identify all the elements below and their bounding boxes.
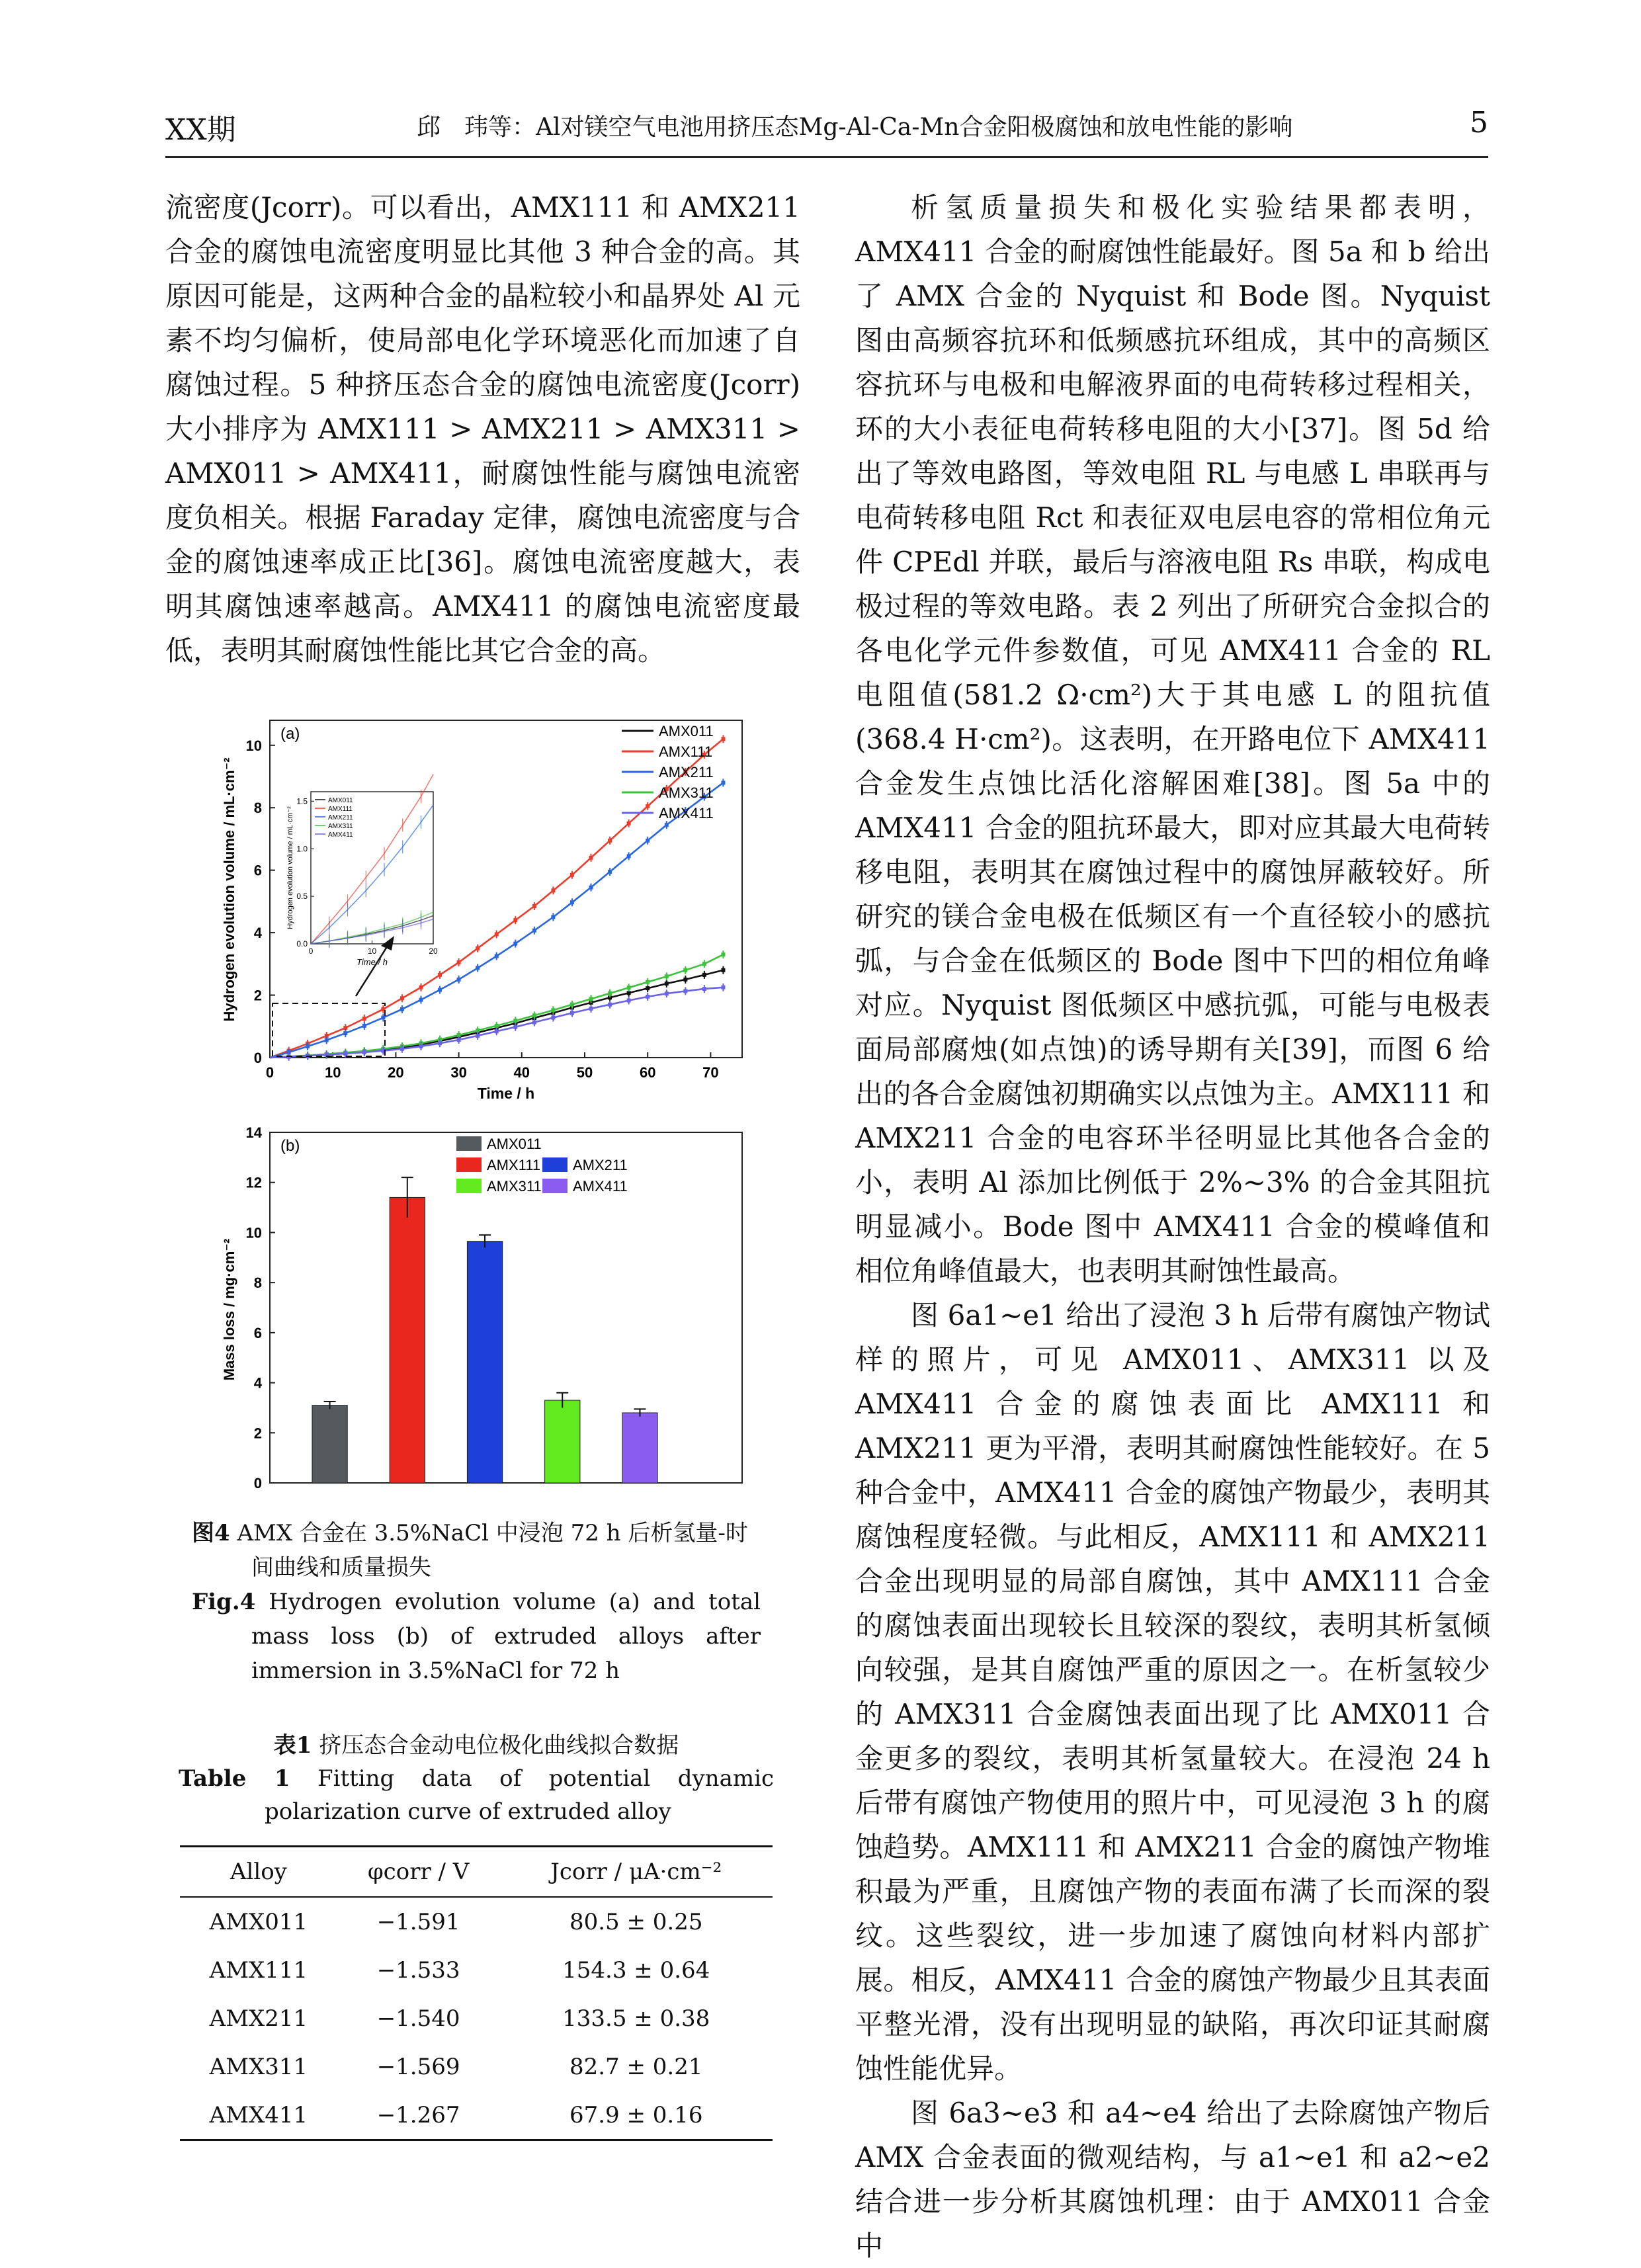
- figure-4-caption-cn: 图4 AMX 合金在 3.5%NaCl 中浸泡 72 h 后析氢量-时间曲线和质量损失: [192, 1520, 748, 1581]
- issue-label: XX期: [165, 113, 236, 147]
- x-tick-label: 20: [388, 1064, 404, 1081]
- inset-y-tick-label: 0.5: [296, 892, 308, 902]
- data-point: [608, 1003, 612, 1007]
- data-point: [721, 986, 725, 989]
- data-point: [457, 978, 461, 982]
- legend-swatch-AMX311: [456, 1179, 482, 1193]
- inset-y-tick-label: 1.5: [296, 796, 308, 806]
- data-point: [589, 1007, 593, 1011]
- panel-label-b: (b): [280, 1137, 300, 1155]
- legend-swatch-AMX411: [542, 1179, 568, 1193]
- y-axis-label-a: Hydrogen evolution volume / mL·cm⁻²: [221, 757, 237, 1022]
- data-point: [513, 918, 517, 922]
- bar-AMX011: [312, 1406, 347, 1483]
- x-tick-label: 50: [576, 1064, 593, 1081]
- bar-AMX311: [545, 1400, 580, 1483]
- inset-y-tick-label: 0.0: [296, 939, 308, 948]
- figure-4b-bar-chart: [212, 1124, 761, 1508]
- data-point: [362, 1050, 366, 1054]
- inset-legend-label-AMX411: AMX411: [328, 831, 353, 839]
- data-point: [400, 996, 404, 1000]
- x-tick-label: 10: [324, 1064, 341, 1081]
- table-header-row: [180, 1847, 773, 1898]
- data-point: [551, 1008, 555, 1012]
- data-point: [419, 1044, 423, 1048]
- data-point: [570, 1011, 574, 1015]
- figure-4-caption: [192, 1516, 761, 1688]
- data-point: [608, 991, 612, 995]
- data-point: [532, 929, 536, 933]
- data-point: [627, 854, 631, 858]
- series-line-AMX311: [270, 954, 723, 1058]
- data-point: [551, 915, 555, 919]
- legend-label-AMX111: AMX111: [659, 743, 713, 760]
- y-tick-label: 4: [253, 1374, 262, 1392]
- y-tick-label: 10: [245, 737, 262, 754]
- legend-swatch-AMX011: [456, 1136, 482, 1151]
- right-paragraph-1: 析氢质量损失和极化实验结果都表明，AMX411 合金的耐腐蚀性能最好。图 5a 和 b 给出了 AMX 合金的 Nyquist 和 Bode 图。Nyquist 图由高频容抗环和低频感抗环组成，其中的高频区容抗环与电极和电解液界面的电荷转移过程相关，环的大小表征电荷转移电阻的大小[37]。图 5d 给出了等效电路图，等效电阻 RL 与电感 L 串联再与电荷转移电阻 Rct 和表征双电层电容的常相位角元件 CPEdl 并联，最后与溶液电阻 Rs 串联，构成电极过程的等效电路。表 2 列出了所研究合金拟合的各电化学元件参数值，可见 AMX411 合金的 RL 电阻值(581.2 Ω·cm²)大于其电感 L 的阻抗值(368.4 H·cm²)。这表明，在开路电位下 AMX411 合金发生点蚀比活化溶解困难[38]。图 5a 中的 AMX411 合金的阻抗环最大，即对应其最大电荷转移电阻，表明其在腐蚀过程中的腐蚀屏蔽较好。所研究的镁合金电极在低频区有一个直径较小的感抗弧，与合金在低频区的 Bode 图中下凹的相位角峰对应。Nyquist 图低频区中感抗弧，可能与电极表面局部腐烛(如点蚀)的诱导期有关[39]，而图 6 给出的各合金腐蚀初期确实以点蚀为主。AMX111 和 AMX211 合金的电容环半径明显比其他各合金的小，表明 Al 添加比例低于 2%~3% 的合金其阻抗明显减小。Bode 图中 AMX411 合金的模峰值和相位角峰值最大，也表明其耐蚀性最高。: [855, 191, 1490, 1287]
- y-tick-label: 0: [253, 1475, 262, 1491]
- page-number: 5: [1470, 106, 1488, 140]
- data-point: [532, 1013, 536, 1017]
- data-point: [325, 1038, 329, 1042]
- data-point: [702, 973, 706, 977]
- y-tick-label: 10: [245, 1224, 262, 1241]
- data-point: [646, 986, 650, 990]
- data-point: [381, 1016, 385, 1020]
- legend-label-AMX311: AMX311: [659, 784, 714, 801]
- y-tick-label: 2: [253, 1425, 262, 1442]
- data-point: [343, 1031, 347, 1035]
- running-title: 邱 玮等：Al对镁空气电池用挤压态Mg-Al-Ca-Mn合金阳极腐蚀和放电性能的影响: [417, 114, 1293, 141]
- header-rule: [165, 156, 1488, 158]
- data-point: [419, 986, 423, 989]
- right-paragraph-3: 图 6a3~e3 和 a4~e4 给出了去除腐蚀产物后 AMX 合金表面的微观结构，与 a1~e1 和 a2~e2 结合进一步分析其腐蚀机理：由于 AMX011 合金中: [855, 2097, 1490, 2262]
- y-tick-label: 8: [253, 800, 262, 817]
- data-point: [721, 952, 725, 956]
- y-tick-label: 2: [253, 987, 262, 1004]
- y-tick-label: 4: [253, 925, 262, 942]
- data-point: [362, 1024, 366, 1028]
- inset-y-axis-label: Hydrogen evolution volume / mL·cm⁻²: [286, 806, 294, 929]
- table-row: AMX211 −1.540 133.5 ± 0.38: [209, 2005, 710, 2032]
- y-tick-label: 0: [253, 1050, 262, 1066]
- data-point: [570, 1003, 574, 1007]
- data-point: [646, 804, 650, 808]
- data-point: [438, 988, 442, 992]
- data-point: [457, 1038, 461, 1042]
- header-alloy: Alloy: [180, 1847, 337, 1898]
- data-point: [702, 987, 706, 991]
- table-1: [180, 1845, 773, 2141]
- y-tick-label: 8: [253, 1275, 262, 1292]
- header-phi-corr: φcorr / V: [337, 1847, 500, 1898]
- y-tick-label: 14: [245, 1124, 262, 1141]
- x-tick-label: 70: [702, 1064, 719, 1081]
- data-point: [627, 999, 631, 1003]
- legend-swatch-AMX211: [542, 1157, 568, 1172]
- inset-x-tick-label: 0: [308, 946, 314, 956]
- table-1-caption-en: Table 1 Fitting data of potential dynamic polarization curve of extruded alloy: [179, 1765, 774, 1825]
- panel-label-a: (a): [280, 725, 300, 743]
- legend-label-AMX211: AMX211: [659, 764, 714, 780]
- data-point: [721, 968, 725, 972]
- data-point: [683, 978, 687, 982]
- data-point: [400, 1007, 404, 1011]
- data-point: [438, 973, 442, 977]
- inset-x-tick-label: 20: [429, 946, 438, 956]
- y-tick-label: 6: [253, 862, 262, 879]
- data-point: [532, 1021, 536, 1025]
- legend-label-AMX411: AMX411: [573, 1178, 628, 1195]
- data-point: [495, 1024, 499, 1028]
- data-point: [646, 980, 650, 984]
- data-point: [495, 1029, 499, 1033]
- data-point: [513, 1019, 517, 1023]
- data-point: [551, 1016, 555, 1020]
- data-point: [608, 870, 612, 874]
- inset-x-tick-label: 10: [367, 946, 377, 956]
- data-point: [476, 1034, 480, 1038]
- inset-legend-label-AMX211: AMX211: [328, 814, 353, 821]
- inset-legend-label-AMX111: AMX111: [328, 806, 353, 813]
- figure-4-caption-en: Fig.4 Hydrogen evolution volume (a) and total mass loss (b) of extruded alloys after immersion in 3.5%NaCl for 72 h: [192, 1589, 761, 1684]
- bar-AMX211: [467, 1241, 502, 1483]
- x-tick-label: 60: [639, 1064, 656, 1081]
- inset-x-axis-label: Time / h: [357, 957, 388, 967]
- table-row: AMX111 −1.533 154.3 ± 0.64: [209, 1956, 710, 1984]
- data-point: [495, 954, 499, 958]
- series-line-AMX011: [270, 970, 723, 1058]
- data-point: [570, 900, 574, 904]
- y-axis-label-b: Mass loss / mg·cm⁻²: [221, 1238, 237, 1381]
- inset-legend-label-AMX311: AMX311: [328, 823, 353, 830]
- data-point: [683, 968, 687, 972]
- table-1-caption: [179, 1729, 774, 1828]
- data-point: [362, 1017, 366, 1021]
- legend-label-AMX011: AMX011: [487, 1136, 542, 1152]
- table-row: AMX011 −1.591 80.5 ± 0.25: [209, 1908, 703, 1935]
- right-paragraph-2: 图 6a1~e1 给出了浸泡 3 h 后带有腐蚀产物试样的照片，可见 AMX011、AMX311 以及 AMX411 合金的腐蚀表面比 AMX111 和 AMX211 更为平滑，表明其耐腐蚀性能较好。在 5 种合金中，AMX411 合金的腐蚀产物最少，表明其腐蚀程度轻微。与此相反，AMX111 和 AMX211 合金出现明显的局部自腐蚀，其中 AMX111 合金的腐蚀表面出现较长且较深的裂纹，表明其析氢倾向较强，是其自腐蚀严重的原因之一。在析氢较少的 AMX311 合金腐蚀表面出现了比 AMX011 合金更多的裂纹，表明其析氢量较大。在浸泡 24 h 后带有腐蚀产物使用的照片中，可见浸泡 3 h 的腐蚀趋势。AMX111 和 AMX211 合金的腐蚀产物堆积最为严重，且腐蚀产物的表面布满了长而深的裂纹。这些裂纹，进一步加速了腐蚀向材料内部扩展。相反，AMX411 合金的腐蚀产物最少且其表面平整光滑，没有出现明显的缺陷，再次印证其耐腐蚀性能优异。: [855, 1299, 1490, 2085]
- legend-label-AMX111: AMX111: [487, 1157, 541, 1173]
- y-tick-label: 12: [245, 1174, 262, 1191]
- data-point: [646, 995, 650, 999]
- data-point: [476, 966, 480, 970]
- data-point: [665, 823, 669, 827]
- legend-label-AMX411: AMX411: [659, 805, 714, 821]
- data-point: [683, 989, 687, 993]
- data-point: [721, 780, 725, 784]
- data-point: [419, 998, 423, 1002]
- data-point: [702, 962, 706, 966]
- figure-4a-line-chart: [212, 711, 761, 1114]
- data-point: [457, 960, 461, 964]
- left-paragraph-1: 流密度(Jcorr)。可以看出，AMX111 和 AMX211 合金的腐蚀电流密度明显比其他 3 种合金的高。其原因可能是，这两种合金的晶粒较小和晶界处 Al 元素不均匀偏析，使局部电化学环境恶化而加速了自腐蚀过程。5 种挤压态合金的腐蚀电流密度(Jcorr)大小排序为 AMX111 > AMX211 > AMX311 > AMX011 > AMX411，耐腐蚀性能与腐蚀电流密度负相关。根据 Faraday 定律，腐蚀电流密度与合金的腐蚀速率成正比[36]。腐蚀电流密度越大，表明其腐蚀速率越高。AMX411 的腐蚀电流密度最低，表明其耐腐蚀性能比其它合金的高。: [165, 191, 800, 667]
- bar-AMX111: [390, 1197, 425, 1483]
- data-point: [570, 873, 574, 877]
- x-tick-label: 40: [513, 1064, 530, 1081]
- data-point: [513, 942, 517, 946]
- data-point: [343, 1052, 347, 1056]
- data-point: [627, 986, 631, 989]
- data-point: [665, 982, 669, 986]
- legend-swatch-AMX111: [456, 1157, 482, 1172]
- data-point: [665, 991, 669, 995]
- data-point: [646, 839, 650, 843]
- inset-legend-label-AMX011: AMX011: [328, 797, 353, 804]
- data-point: [495, 932, 499, 936]
- data-point: [589, 886, 593, 890]
- legend-label-AMX311: AMX311: [487, 1178, 542, 1195]
- data-point: [589, 997, 593, 1001]
- running-header: [165, 106, 1488, 152]
- right-column: [855, 185, 1490, 2268]
- data-point: [551, 888, 555, 892]
- left-column: [165, 185, 800, 673]
- table-row: AMX411 −1.267 67.9 ± 0.16: [180, 2091, 773, 2140]
- x-tick-label: 0: [265, 1064, 274, 1081]
- data-point: [721, 737, 725, 741]
- data-point: [608, 839, 612, 843]
- table-1-caption-cn: 表1 挤压态合金动电位极化曲线拟合数据: [273, 1732, 679, 1759]
- legend-label-AMX211: AMX211: [573, 1157, 628, 1173]
- y-tick-label: 6: [253, 1324, 262, 1341]
- data-point: [306, 1044, 310, 1048]
- data-point: [589, 856, 593, 860]
- data-point: [476, 946, 480, 950]
- header-j-corr: Jcorr / μA·cm⁻²: [499, 1847, 773, 1898]
- bar-AMX411: [622, 1413, 657, 1483]
- data-point: [513, 1025, 517, 1029]
- data-point: [532, 904, 536, 908]
- legend-label-AMX011: AMX011: [659, 723, 714, 739]
- data-point: [438, 1041, 442, 1045]
- inset-y-tick-label: 1.0: [296, 844, 308, 854]
- data-point: [665, 974, 669, 978]
- data-point: [400, 1047, 404, 1051]
- x-axis-label-a: Time / h: [477, 1085, 535, 1102]
- x-tick-label: 30: [450, 1064, 467, 1081]
- data-point: [627, 821, 631, 825]
- table-row: AMX311 −1.569 82.7 ± 0.21: [209, 2053, 703, 2080]
